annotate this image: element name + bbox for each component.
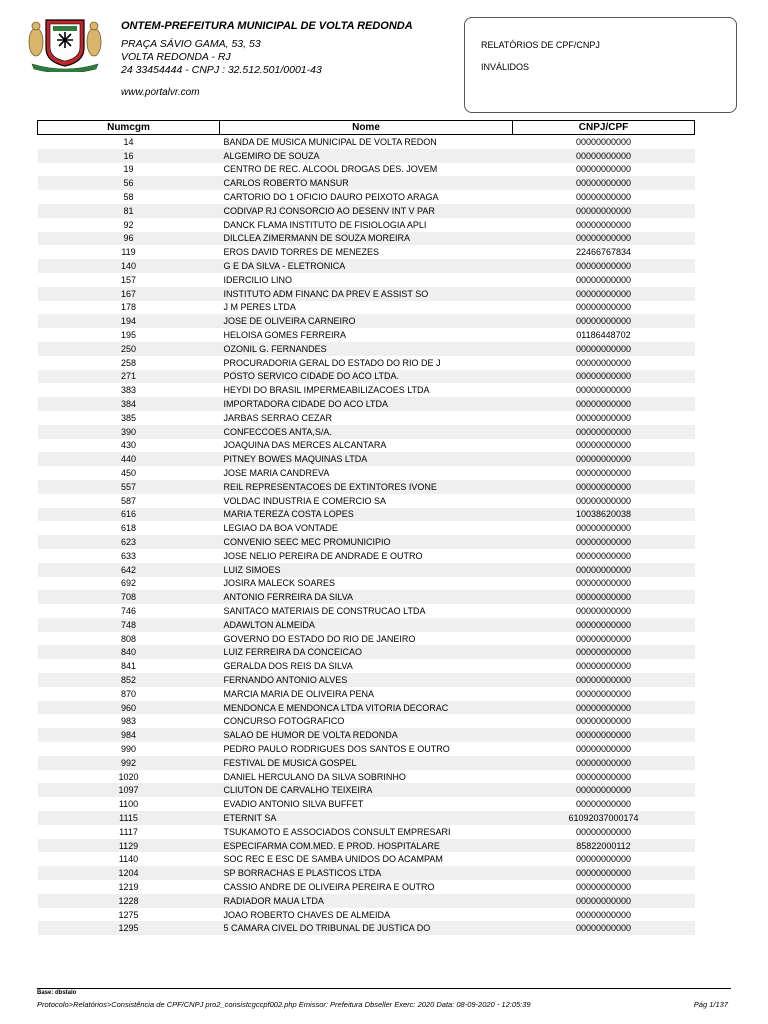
cell-numcgm: 92 bbox=[123, 219, 134, 230]
cell-numcgm: 16 bbox=[38, 149, 220, 163]
cell-cnpj-cpf: 00000000000 bbox=[513, 149, 695, 163]
table-row bbox=[38, 301, 695, 315]
cell-nome: LUIZ FERREIRA DA CONCEICAO bbox=[220, 645, 513, 659]
cell-cnpj-cpf: 00000000000 bbox=[513, 645, 695, 659]
cell-nome: GERALDA DOS REIS DA SILVA bbox=[223, 661, 353, 672]
cell-nome: PITNEY BOWES MAQUINAS LTDA bbox=[220, 452, 513, 466]
table-row bbox=[38, 466, 695, 480]
cell-numcgm: 992 bbox=[38, 756, 220, 770]
cell-numcgm: 1140 bbox=[118, 854, 139, 865]
table-row bbox=[38, 577, 695, 591]
cell-cnpj-cpf: 00000000000 bbox=[575, 357, 632, 368]
cell-nome: MARCIA MARIA DE OLIVEIRA PENA bbox=[223, 688, 375, 699]
cell-cnpj-cpf: 01186448702 bbox=[576, 330, 631, 341]
cell-nome: GOVERNO DO ESTADO DO RIO DE JANEIRO bbox=[223, 633, 416, 644]
cell-cnpj-cpf: 61092037000174 bbox=[513, 811, 695, 825]
cell-numcgm: 746 bbox=[120, 605, 137, 616]
cell-numcgm: 440 bbox=[38, 452, 220, 466]
page-number: Pág 1/137 bbox=[693, 1000, 728, 1009]
cell-nome: TSUKAMOTO E ASSOCIADOS CONSULT EMPRESARI bbox=[223, 826, 451, 837]
cell-cnpj-cpf: 10038620038 bbox=[513, 508, 695, 522]
table-row bbox=[38, 811, 695, 825]
cell-numcgm: 19 bbox=[123, 164, 134, 175]
cell-cnpj-cpf: 00000000000 bbox=[575, 136, 632, 147]
cell-numcgm: 870 bbox=[120, 688, 137, 699]
municipal-coat-of-arms-logo bbox=[24, 14, 106, 72]
table-row bbox=[38, 176, 695, 190]
cell-numcgm: 385 bbox=[120, 412, 137, 423]
cell-nome: CONCURSO FOTOGRAFICO bbox=[223, 716, 345, 727]
cell-nome: VOLDAC INDUSTRIA E COMERCIO SA bbox=[223, 495, 387, 506]
table-row bbox=[38, 714, 695, 728]
cell-nome: PROCURADORIA GERAL DO ESTADO DO RIO DE J bbox=[223, 357, 441, 368]
cell-cnpj-cpf: 00000000000 bbox=[575, 716, 632, 727]
cell-nome: ALGEMIRO DE SOUZA bbox=[220, 149, 513, 163]
table-row bbox=[38, 908, 695, 922]
cell-numcgm: 250 bbox=[38, 342, 220, 356]
cell-cnpj-cpf: 00000000000 bbox=[575, 523, 632, 534]
cell-nome: LEGIAO DA BOA VONTADE bbox=[223, 523, 338, 534]
cell-numcgm: 587 bbox=[120, 495, 137, 506]
cell-nome: JOSE NELIO PEREIRA DE ANDRADE E OUTRO bbox=[223, 550, 423, 561]
table-row bbox=[38, 370, 695, 384]
cell-cnpj-cpf: 00000000000 bbox=[575, 219, 632, 230]
cell-nome: J M PERES LTDA bbox=[223, 302, 296, 313]
cell-numcgm: 633 bbox=[120, 550, 137, 561]
cell-cnpj-cpf: 00000000000 bbox=[575, 412, 632, 423]
cell-numcgm: 178 bbox=[120, 302, 137, 313]
cell-numcgm: 390 bbox=[38, 425, 220, 439]
table-row bbox=[38, 397, 695, 411]
cell-numcgm: 258 bbox=[120, 357, 137, 368]
cell-nome: SANITACO MATERIAIS DE CONSTRUCAO LTDA bbox=[223, 605, 426, 616]
cell-numcgm: 1219 bbox=[118, 881, 139, 892]
cell-nome: HELOISA GOMES FERREIRA bbox=[223, 330, 347, 341]
table-row bbox=[38, 480, 695, 494]
cell-numcgm: 1100 bbox=[118, 799, 139, 810]
table-row bbox=[38, 563, 695, 577]
cell-numcgm: 618 bbox=[120, 523, 137, 534]
table-row bbox=[38, 204, 695, 218]
cell-nome: CARTORIO DO 1 OFICIO DAURO PEIXOTO ARAGA bbox=[223, 192, 439, 203]
cell-numcgm: 1275 bbox=[118, 909, 139, 920]
cell-numcgm: 96 bbox=[38, 232, 220, 246]
cell-cnpj-cpf: 00000000000 bbox=[513, 590, 695, 604]
cell-nome: EROS DAVID TORRES DE MENEZES bbox=[223, 247, 380, 258]
table-row bbox=[38, 342, 695, 356]
footer-metadata: Protocolo>Relatórios>Consistência de CPF/CNPJ pro2_consistcgccpf002.php Emissor: Prefeitura Dbseller Exerc: 2020 Data: 08-09-2020 - 12:05:39 bbox=[37, 1000, 531, 1009]
cell-nome: ETERNIT SA bbox=[220, 811, 513, 825]
cell-numcgm: 960 bbox=[38, 701, 220, 715]
cell-cnpj-cpf: 00000000000 bbox=[575, 468, 632, 479]
cell-cnpj-cpf: 00000000000 bbox=[513, 314, 695, 328]
table-row bbox=[38, 618, 695, 632]
table-row bbox=[38, 314, 695, 328]
cell-numcgm: 271 bbox=[38, 370, 220, 384]
footer-divider bbox=[37, 988, 731, 989]
cell-cnpj-cpf: 00000000000 bbox=[575, 605, 632, 616]
cell-cnpj-cpf: 00000000000 bbox=[513, 480, 695, 494]
report-title-box bbox=[464, 17, 737, 113]
cell-nome: RADIADOR MAUA LTDA bbox=[220, 894, 513, 908]
cell-nome: PEDRO PAULO RODRIGUES DOS SANTOS E OUTRO bbox=[223, 743, 450, 754]
cell-numcgm: 1097 bbox=[38, 783, 220, 797]
cell-numcgm: 383 bbox=[120, 385, 137, 396]
table-row bbox=[38, 135, 695, 149]
table-row bbox=[38, 245, 695, 259]
cell-cnpj-cpf: 00000000000 bbox=[513, 866, 695, 880]
cell-cnpj-cpf: 00000000000 bbox=[575, 495, 632, 506]
cell-numcgm: 1020 bbox=[118, 771, 139, 782]
cell-cnpj-cpf: 00000000000 bbox=[575, 909, 632, 920]
table-row bbox=[38, 163, 695, 177]
table-row bbox=[38, 659, 695, 673]
cell-numcgm: 56 bbox=[38, 176, 220, 190]
cell-numcgm: 195 bbox=[120, 330, 137, 341]
cell-cnpj-cpf: 00000000000 bbox=[575, 440, 632, 451]
cell-cnpj-cpf: 00000000000 bbox=[513, 204, 695, 218]
cell-numcgm: 58 bbox=[123, 192, 134, 203]
table-row bbox=[38, 645, 695, 659]
cell-nome: CASSIO ANDRE DE OLIVEIRA PEREIRA E OUTRO bbox=[223, 881, 435, 892]
cell-cnpj-cpf: 00000000000 bbox=[513, 673, 695, 687]
cell-numcgm: 140 bbox=[38, 259, 220, 273]
table-row bbox=[38, 439, 695, 453]
table-row bbox=[38, 797, 695, 811]
cell-nome: FESTIVAL DE MUSICA GOSPEL bbox=[220, 756, 513, 770]
cell-nome: BANDA DE MUSICA MUNICIPAL DE VOLTA REDON bbox=[223, 136, 437, 147]
cell-cnpj-cpf: 00000000000 bbox=[575, 881, 632, 892]
cell-nome: EVADIO ANTONIO SILVA BUFFET bbox=[223, 799, 364, 810]
institution-address: PRAÇA SÁVIO GAMA, 53, 53 bbox=[121, 38, 261, 50]
table-row bbox=[38, 273, 695, 287]
cell-numcgm: 1295 bbox=[38, 921, 220, 935]
cell-cnpj-cpf: 00000000000 bbox=[513, 894, 695, 908]
table-row bbox=[38, 149, 695, 163]
cell-nome: IDERCILIO LINO bbox=[223, 274, 293, 285]
table-row bbox=[38, 756, 695, 770]
table-row bbox=[38, 590, 695, 604]
cell-cnpj-cpf: 00000000000 bbox=[513, 618, 695, 632]
cell-nome: CODIVAP RJ CONSORCIO AO DESENV INT V PAR bbox=[220, 204, 513, 218]
cell-nome: HEYDI DO BRASIL IMPERMEABILIZACOES LTDA bbox=[223, 385, 430, 396]
cell-cnpj-cpf: 00000000000 bbox=[575, 743, 632, 754]
cell-nome: SP BORRACHAS E PLASTICOS LTDA bbox=[220, 866, 513, 880]
cell-cnpj-cpf: 00000000000 bbox=[513, 701, 695, 715]
cell-cnpj-cpf: 00000000000 bbox=[513, 535, 695, 549]
cell-nome: JOSE DE OLIVEIRA CARNEIRO bbox=[220, 314, 513, 328]
table-row bbox=[38, 287, 695, 301]
cell-numcgm: 1228 bbox=[38, 894, 220, 908]
institution-contact: 24 33454444 - CNPJ : 32.512.501/0001-43 bbox=[121, 64, 322, 76]
cell-nome: JOAO ROBERTO CHAVES DE ALMEIDA bbox=[223, 909, 391, 920]
table-row bbox=[38, 218, 695, 232]
cell-numcgm: 990 bbox=[120, 743, 137, 754]
cell-numcgm: 642 bbox=[38, 563, 220, 577]
cell-numcgm: 748 bbox=[38, 618, 220, 632]
table-row bbox=[38, 825, 695, 839]
cell-numcgm: 430 bbox=[120, 440, 137, 451]
cell-cnpj-cpf: 00000000000 bbox=[575, 826, 632, 837]
table-row bbox=[38, 604, 695, 618]
cell-nome: 5 CAMARA CIVEL DO TRIBUNAL DE JUSTICA DO bbox=[220, 921, 513, 935]
cell-numcgm: 983 bbox=[120, 716, 137, 727]
cell-nome: SALAO DE HUMOR DE VOLTA REDONDA bbox=[220, 728, 513, 742]
cell-numcgm: 119 bbox=[121, 247, 136, 258]
table-row bbox=[38, 866, 695, 880]
cell-nome: CENTRO DE REC. ALCOOL DROGAS DES. JOVEM bbox=[223, 164, 438, 175]
table-row bbox=[38, 521, 695, 535]
institution-name: ONTEM-PREFEITURA MUNICIPAL DE VOLTA REDONDA bbox=[121, 20, 413, 32]
cell-cnpj-cpf: 00000000000 bbox=[575, 274, 632, 285]
cell-cnpj-cpf: 00000000000 bbox=[575, 302, 632, 313]
table-row bbox=[38, 880, 695, 894]
cell-numcgm: 557 bbox=[38, 480, 220, 494]
cell-numcgm: 1115 bbox=[38, 811, 220, 825]
cell-cnpj-cpf: 00000000000 bbox=[575, 799, 632, 810]
column-header-numcgm: Numcgm bbox=[38, 121, 220, 135]
table-row bbox=[38, 673, 695, 687]
cell-nome: OZONIL G. FERNANDES bbox=[220, 342, 513, 356]
cell-cnpj-cpf: 85822000112 bbox=[513, 839, 695, 853]
cell-nome: DANCK FLAMA INSTITUTO DE FISIOLOGIA APLI bbox=[223, 219, 427, 230]
column-header-cnpj-cpf: CNPJ/CPF bbox=[513, 121, 695, 135]
cell-numcgm: 167 bbox=[38, 287, 220, 301]
cell-nome: JOSE MARIA CANDREVA bbox=[223, 468, 330, 479]
cell-cnpj-cpf: 00000000000 bbox=[513, 452, 695, 466]
cell-cnpj-cpf: 00000000000 bbox=[575, 633, 632, 644]
cell-nome: CLIUTON DE CARVALHO TEIXEIRA bbox=[220, 783, 513, 797]
cell-nome: REIL REPRESENTACOES DE EXTINTORES IVONE bbox=[220, 480, 513, 494]
cell-numcgm: 384 bbox=[38, 397, 220, 411]
report-subtitle: INVÁLIDOS bbox=[481, 62, 530, 72]
cell-cnpj-cpf: 00000000000 bbox=[575, 385, 632, 396]
cell-nome: LUIZ SIMOES bbox=[220, 563, 513, 577]
cell-numcgm: 81 bbox=[38, 204, 220, 218]
cell-numcgm: 852 bbox=[38, 673, 220, 687]
cell-nome: POSTO SERVICO CIDADE DO ACO LTDA. bbox=[220, 370, 513, 384]
cell-cnpj-cpf: 00000000000 bbox=[513, 728, 695, 742]
cell-numcgm: 1204 bbox=[38, 866, 220, 880]
cell-cnpj-cpf: 00000000000 bbox=[513, 921, 695, 935]
cell-cnpj-cpf: 00000000000 bbox=[575, 688, 632, 699]
cell-cnpj-cpf: 00000000000 bbox=[575, 164, 632, 175]
cell-cnpj-cpf: 00000000000 bbox=[575, 550, 632, 561]
table-row bbox=[38, 701, 695, 715]
cell-cnpj-cpf: 00000000000 bbox=[575, 192, 632, 203]
cell-cnpj-cpf: 00000000000 bbox=[513, 783, 695, 797]
cell-numcgm: 1129 bbox=[38, 839, 220, 853]
cell-cnpj-cpf: 00000000000 bbox=[513, 287, 695, 301]
institution-city: VOLTA REDONDA - RJ bbox=[121, 51, 231, 63]
table-row bbox=[38, 425, 695, 439]
cell-cnpj-cpf: 00000000000 bbox=[513, 425, 695, 439]
table-row bbox=[38, 411, 695, 425]
cell-numcgm: 157 bbox=[120, 274, 137, 285]
table-row bbox=[38, 742, 695, 756]
cell-numcgm: 194 bbox=[38, 314, 220, 328]
table-row bbox=[38, 452, 695, 466]
cell-nome: JOAQUINA DAS MERCES ALCANTARA bbox=[223, 440, 387, 451]
table-row bbox=[38, 728, 695, 742]
cell-nome: FERNANDO ANTONIO ALVES bbox=[220, 673, 513, 687]
cell-numcgm: 984 bbox=[38, 728, 220, 742]
column-header-nome: Nome bbox=[220, 121, 513, 135]
table-row bbox=[38, 549, 695, 563]
table-row bbox=[38, 232, 695, 246]
report-title: RELATÓRIOS DE CPF/CNPJ bbox=[481, 40, 600, 50]
cell-nome: MENDONCA E MENDONCA LTDA VITORIA DECORAC bbox=[220, 701, 513, 715]
cell-numcgm: 1117 bbox=[119, 826, 138, 837]
table-row bbox=[38, 632, 695, 646]
cell-cnpj-cpf: 00000000000 bbox=[575, 854, 632, 865]
cell-cnpj-cpf: 00000000000 bbox=[513, 342, 695, 356]
cell-nome: ADAWLTON ALMEIDA bbox=[220, 618, 513, 632]
cell-nome: CARLOS ROBERTO MANSUR bbox=[220, 176, 513, 190]
cell-nome: DANIEL HERCULANO DA SILVA SOBRINHO bbox=[223, 771, 406, 782]
cell-cnpj-cpf: 00000000000 bbox=[513, 176, 695, 190]
table-header-row bbox=[38, 121, 695, 135]
cell-nome: ESPECIFARMA COM.MED. E PROD. HOSPITALARE bbox=[220, 839, 513, 853]
institution-website: www.portalvr.com bbox=[121, 87, 200, 98]
table-row bbox=[38, 894, 695, 908]
cell-nome: CONFECCOES ANTA,S/A. bbox=[220, 425, 513, 439]
cell-nome: SOC REC E ESC DE SAMBA UNIDOS DO ACAMPAM bbox=[223, 854, 443, 865]
table-row bbox=[38, 535, 695, 549]
cell-numcgm: 450 bbox=[120, 468, 137, 479]
table-row bbox=[38, 356, 695, 370]
cell-cnpj-cpf: 22466767834 bbox=[575, 247, 632, 258]
table-row bbox=[38, 687, 695, 701]
table-row bbox=[38, 508, 695, 522]
table-row bbox=[38, 494, 695, 508]
cell-cnpj-cpf: 00000000000 bbox=[513, 259, 695, 273]
table-row bbox=[38, 328, 695, 342]
cell-cnpj-cpf: 00000000000 bbox=[513, 232, 695, 246]
table-row bbox=[38, 783, 695, 797]
cell-cnpj-cpf: 00000000000 bbox=[513, 756, 695, 770]
cell-cnpj-cpf: 00000000000 bbox=[575, 771, 632, 782]
cell-cnpj-cpf: 00000000000 bbox=[575, 578, 632, 589]
cell-cnpj-cpf: 00000000000 bbox=[575, 661, 632, 672]
table-row bbox=[38, 259, 695, 273]
table-row bbox=[38, 839, 695, 853]
table-row bbox=[38, 383, 695, 397]
cell-nome: INSTITUTO ADM FINANC DA PREV E ASSIST SO bbox=[220, 287, 513, 301]
cell-numcgm: 841 bbox=[120, 661, 137, 672]
cell-nome: JARBAS SERRAO CEZAR bbox=[223, 412, 333, 423]
footer-database: Base: dbstalo bbox=[37, 990, 77, 996]
cell-nome: CONVENIO SEEC MEC PROMUNICIPIO bbox=[220, 535, 513, 549]
cell-numcgm: 840 bbox=[38, 645, 220, 659]
cell-nome: IMPORTADORA CIDADE DO ACO LTDA bbox=[220, 397, 513, 411]
table-row bbox=[38, 921, 695, 935]
cell-cnpj-cpf: 00000000000 bbox=[513, 397, 695, 411]
cell-nome: DILCLEA ZIMERMANN DE SOUZA MOREIRA bbox=[220, 232, 513, 246]
cell-numcgm: 623 bbox=[38, 535, 220, 549]
cell-nome: ANTONIO FERREIRA DA SILVA bbox=[220, 590, 513, 604]
cell-cnpj-cpf: 00000000000 bbox=[513, 563, 695, 577]
cell-numcgm: 616 bbox=[38, 508, 220, 522]
cell-nome: G E DA SILVA - ELETRONICA bbox=[220, 259, 513, 273]
cell-numcgm: 14 bbox=[123, 136, 134, 147]
cell-nome: MARIA TEREZA COSTA LOPES bbox=[220, 508, 513, 522]
institution-info bbox=[121, 19, 451, 99]
cell-numcgm: 808 bbox=[120, 633, 137, 644]
cell-numcgm: 692 bbox=[120, 578, 137, 589]
table-row bbox=[38, 770, 695, 784]
invalid-documents-table bbox=[37, 120, 695, 935]
cell-nome: JOSIRA MALECK SOARES bbox=[223, 578, 336, 589]
cell-numcgm: 708 bbox=[38, 590, 220, 604]
cell-cnpj-cpf: 00000000000 bbox=[513, 370, 695, 384]
table-row bbox=[38, 190, 695, 204]
table-row bbox=[38, 852, 695, 866]
